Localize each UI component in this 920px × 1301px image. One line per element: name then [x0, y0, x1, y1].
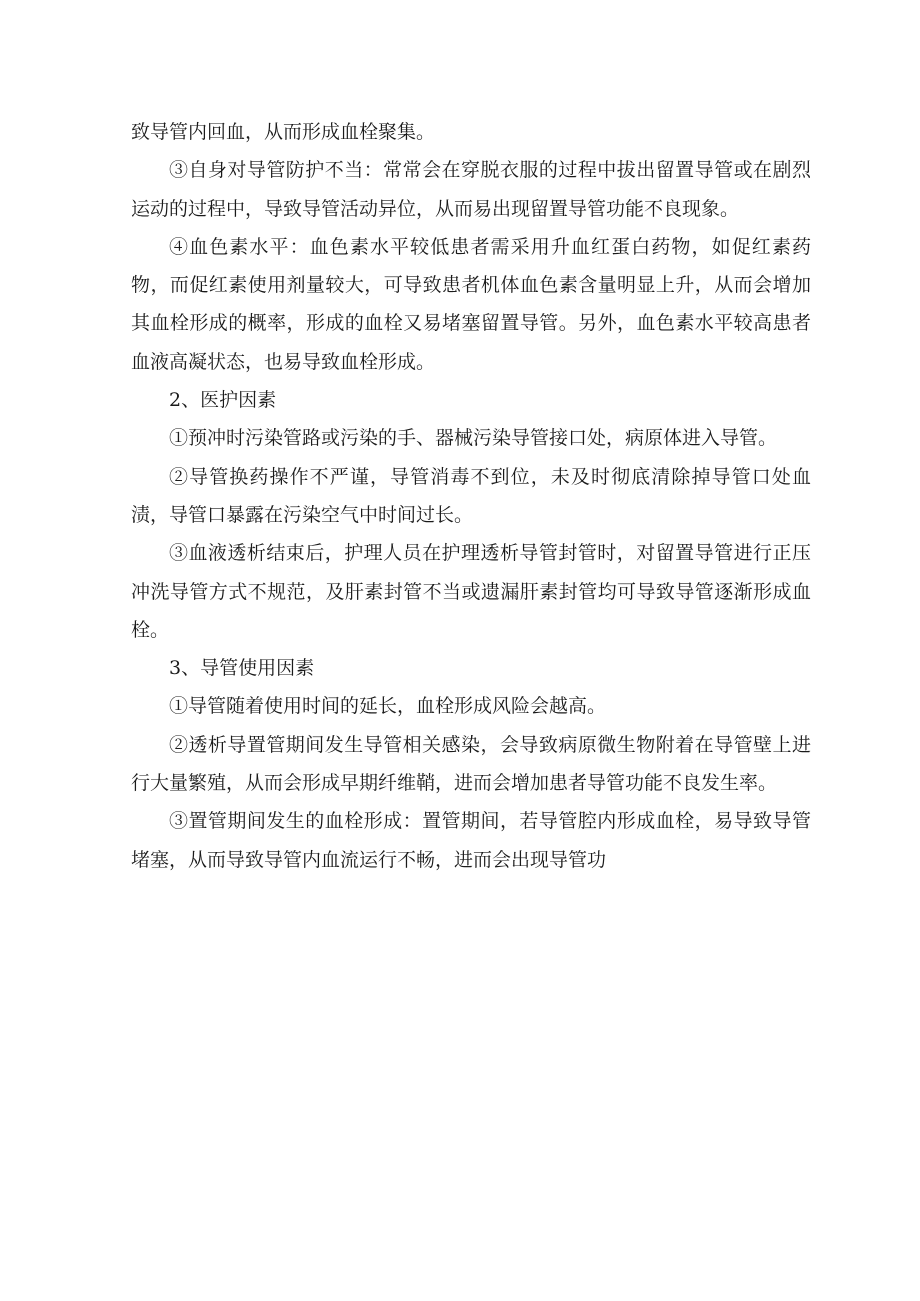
paragraph-thrombus-formation: ③置管期间发生的血栓形成：置管期间，若导管腔内形成血栓，易导致导管堵塞，从而导致导管内血流运行不畅，进而会出现导管功: [131, 810, 811, 871]
paragraph-preflush-contamination: ①预冲时污染管路或污染的手、器械污染导管接口处，病原体进入导管。: [169, 427, 778, 450]
paragraph-self-protection: ③自身对导管防护不当：常常会在穿脱衣服的过程中拔出留置导管或在剧烈运动的过程中，导致导管活动异位，从而易出现留置导管功能不良现象。: [131, 159, 811, 220]
document-body: [131, 113, 811, 879]
paragraph-sealing-procedure: ③血液透析结束后，护理人员在护理透析导管封管时，对留置导管进行正压冲洗导管方式不规范，及肝素封管不当或遗漏肝素封管均可导致导管逐渐形成血栓。: [131, 542, 811, 641]
section-heading-medical-factors: 2、医护因素: [169, 389, 277, 412]
paragraph-usage-duration: ①导管随着使用时间的延长，血栓形成风险会越高。: [169, 695, 607, 718]
section-heading-catheter-usage: 3、导管使用因素: [169, 657, 315, 680]
paragraph-dressing-change: ②导管换药操作不严谨，导管消毒不到位，未及时彻底清除掉导管口处血渍，导管口暴露在污染空气中时间过长。: [131, 465, 811, 526]
paragraph-continuation: 致导管内回血，从而形成血栓聚集。: [131, 121, 436, 143]
paragraph-catheter-infection: ②透析导置管期间发生导管相关感染，会导致病原微生物附着在导管壁上进行大量繁殖，从而会形成早期纤维鞘，进而会增加患者导管功能不良发生率。: [131, 733, 811, 795]
paragraph-hemoglobin-level: ④血色素水平：血色素水平较低患者需采用升血红蛋白药物，如促红素药物，而促红素使用剂量较大，可导致患者机体血色素含量明显上升，从而会增加其血栓形成的概率，形成的血栓又易堵塞留置导管。另外，血色素水平较高患者血液高凝状态，也易导致血栓形成。: [131, 235, 811, 373]
